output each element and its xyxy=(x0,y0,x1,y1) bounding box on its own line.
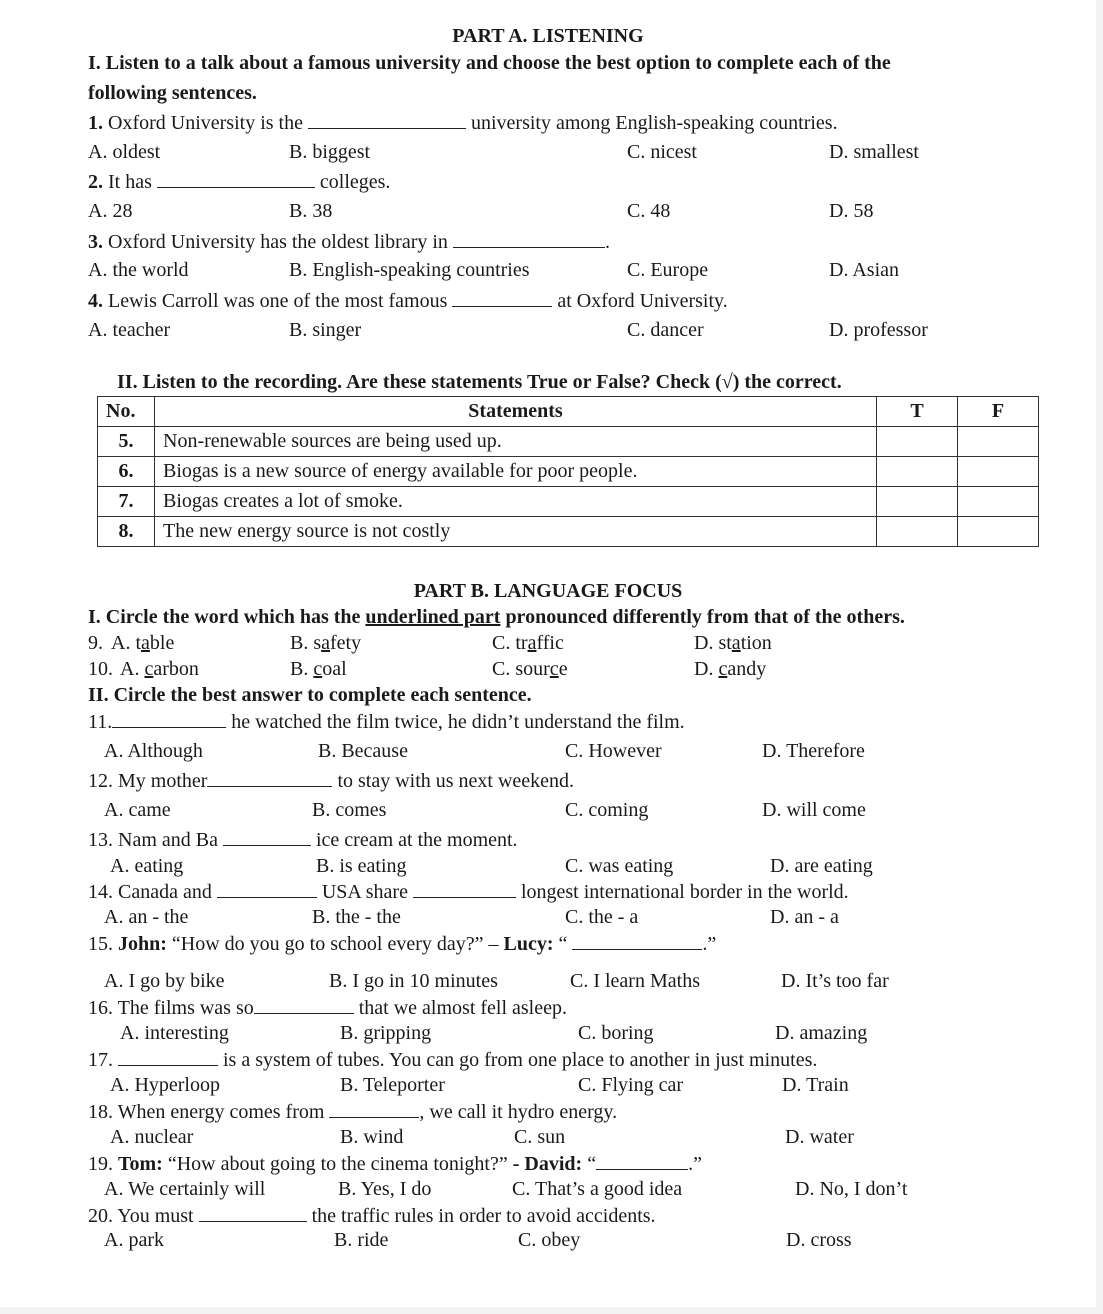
question-11-option-a: A. Although xyxy=(104,740,203,762)
question-1-option-b: B. biggest xyxy=(289,141,371,163)
question-19-option-d: D. No, I don’t xyxy=(795,1178,908,1200)
question-18-stem: 18. When energy comes from , we call it hydro energy. xyxy=(88,1101,618,1123)
question-13-option-b: B. is eating xyxy=(316,855,407,877)
question-17-option-a: A. Hyperloop xyxy=(110,1074,220,1096)
question-9-number: 9. xyxy=(88,632,103,654)
row-statement: Non-renewable sources are being used up. xyxy=(155,427,877,457)
answer-blank xyxy=(596,1151,688,1170)
question-2-option-b: B. 38 xyxy=(289,200,333,222)
question-16-option-d: D. amazing xyxy=(775,1022,868,1044)
table-header-row xyxy=(98,397,1039,427)
answer-blank xyxy=(223,827,311,846)
part-a-title: PART A. LISTENING xyxy=(452,25,644,47)
row-number: 5. xyxy=(98,427,155,457)
question-20-option-b: B. ride xyxy=(334,1229,389,1251)
header-true: T xyxy=(877,397,958,427)
question-12-option-c: C. coming xyxy=(565,799,649,821)
false-checkbox-cell[interactable] xyxy=(958,517,1039,547)
question-1-option-d: D. smallest xyxy=(829,141,919,163)
question-10-option-a: A. carbon xyxy=(120,658,199,680)
question-17-option-b: B. Teleporter xyxy=(340,1074,445,1096)
question-15-stem: 15. John: “How do you go to school every day?” – Lucy: “ .” xyxy=(88,933,717,955)
question-9-option-c: C. traffic xyxy=(492,632,564,654)
question-16-option-c: C. boring xyxy=(578,1022,654,1044)
question-14-stem: 14. Canada and USA share longest international border in the world. xyxy=(88,881,849,903)
question-17-option-c: C. Flying car xyxy=(578,1074,683,1096)
question-10-option-c: C. source xyxy=(492,658,568,680)
question-17-stem: 17. is a system of tubes. You can go from one place to another in just minutes. xyxy=(88,1049,818,1071)
row-statement: The new energy source is not costly xyxy=(155,517,877,547)
part-b-sec1-heading: I. Circle the word which has the underlined part pronounced differently from that of the others. xyxy=(88,606,905,628)
question-1-option-a: A. oldest xyxy=(88,141,161,163)
true-checkbox-cell[interactable] xyxy=(877,427,958,457)
question-16-option-b: B. gripping xyxy=(340,1022,432,1044)
row-number: 6. xyxy=(98,457,155,487)
question-13-option-a: A. eating xyxy=(110,855,184,877)
true-checkbox-cell[interactable] xyxy=(877,457,958,487)
question-15-option-d: D. It’s too far xyxy=(781,970,889,992)
question-20-option-a: A. park xyxy=(104,1229,164,1251)
question-14-option-b: B. the - the xyxy=(312,906,401,928)
row-number: 7. xyxy=(98,487,155,517)
question-2-option-c: C. 48 xyxy=(627,200,671,222)
row-statement: Biogas is a new source of energy available for poor people. xyxy=(155,457,877,487)
answer-blank xyxy=(572,931,702,950)
header-statements: Statements xyxy=(155,397,877,427)
answer-blank xyxy=(199,1203,307,1222)
question-10-option-b: B. coal xyxy=(290,658,347,680)
question-20-stem: 20. You must the traffic rules in order to avoid accidents. xyxy=(88,1205,656,1227)
question-19-stem: 19. Tom: “How about going to the cinema tonight?” - David: “ .” xyxy=(88,1153,702,1175)
question-14-option-a: A. an - the xyxy=(104,906,189,928)
question-4-option-d: D. professor xyxy=(829,319,928,341)
table-row xyxy=(98,517,1039,547)
table-row xyxy=(98,457,1039,487)
question-4-option-a: A. teacher xyxy=(88,319,171,341)
question-15-option-c: C. I learn Maths xyxy=(570,970,700,992)
question-2-option-d: D. 58 xyxy=(829,200,874,222)
question-4-stem: 4. Lewis Carroll was one of the most famous at Oxford University. xyxy=(88,290,728,312)
question-20-option-d: D. cross xyxy=(786,1229,852,1251)
question-18-option-a: A. nuclear xyxy=(110,1126,194,1148)
question-9-option-d: D. station xyxy=(694,632,772,654)
answer-blank xyxy=(308,110,466,129)
question-2-option-a: A. 28 xyxy=(88,200,133,222)
question-18-option-b: B. wind xyxy=(340,1126,404,1148)
header-false: F xyxy=(958,397,1039,427)
part-a-sec1-heading: I. Listen to a talk about a famous university and choose the best option to complete each of the xyxy=(88,52,891,74)
false-checkbox-cell[interactable] xyxy=(958,457,1039,487)
row-statement: Biogas creates a lot of smoke. xyxy=(155,487,877,517)
answer-blank xyxy=(217,879,317,898)
false-checkbox-cell[interactable] xyxy=(958,487,1039,517)
table-row xyxy=(98,427,1039,457)
question-4-option-c: C. dancer xyxy=(627,319,704,341)
question-18-option-c: C. sun xyxy=(514,1126,566,1148)
part-b-sec2-heading: II. Circle the best answer to complete each sentence. xyxy=(88,684,532,706)
question-12-option-b: B. comes xyxy=(312,799,387,821)
true-checkbox-cell[interactable] xyxy=(877,487,958,517)
false-checkbox-cell[interactable] xyxy=(958,427,1039,457)
table-row xyxy=(98,487,1039,517)
question-9-option-a: A. table xyxy=(111,632,175,654)
question-12-option-a: A. came xyxy=(104,799,171,821)
question-15-option-a: A. I go by bike xyxy=(104,970,225,992)
answer-blank xyxy=(453,229,605,248)
question-14-option-d: D. an - a xyxy=(770,906,839,928)
answer-blank xyxy=(207,768,332,787)
answer-blank xyxy=(157,169,315,188)
question-1-option-c: C. nicest xyxy=(627,141,697,163)
question-9-option-b: B. safety xyxy=(290,632,362,654)
question-12-option-d: D. will come xyxy=(762,799,866,821)
question-11-option-c: C. However xyxy=(565,740,662,762)
question-18-option-d: D. water xyxy=(785,1126,854,1148)
question-11-option-b: B. Because xyxy=(318,740,408,762)
part-a-sec1-heading-cont: following sentences. xyxy=(88,82,257,104)
header-no: No. xyxy=(98,397,155,427)
row-number: 8. xyxy=(98,517,155,547)
question-12-stem: 12. My mother to stay with us next weekend. xyxy=(88,770,575,792)
answer-blank xyxy=(112,709,226,728)
part-a-sec2-heading: II. Listen to the recording. Are these statements True or False? Check (√) the correct. xyxy=(117,371,842,393)
answer-blank xyxy=(452,288,552,307)
answer-blank xyxy=(413,879,516,898)
question-13-stem: 13. Nam and Ba ice cream at the moment. xyxy=(88,829,518,851)
question-19-option-b: B. Yes, I do xyxy=(338,1178,432,1200)
question-3-option-c: C. Europe xyxy=(627,259,709,281)
question-10-number: 10. xyxy=(88,658,113,680)
answer-blank xyxy=(254,995,354,1014)
question-1-stem: 1. Oxford University is the university among English-speaking countries. xyxy=(88,112,838,134)
question-20-option-c: C. obey xyxy=(518,1229,581,1251)
question-16-option-a: A. interesting xyxy=(120,1022,229,1044)
answer-blank xyxy=(329,1099,419,1118)
question-16-stem: 16. The films was so that we almost fell asleep. xyxy=(88,997,567,1019)
part-b-title: PART B. LANGUAGE FOCUS xyxy=(413,580,683,602)
question-3-option-b: B. English-speaking countries xyxy=(289,259,530,281)
question-2-stem: 2. It has colleges. xyxy=(88,171,391,193)
question-11-option-d: D. Therefore xyxy=(762,740,865,762)
true-false-table xyxy=(97,396,1039,547)
question-13-option-c: C. was eating xyxy=(565,855,674,877)
question-17-option-d: D. Train xyxy=(782,1074,849,1096)
question-14-option-c: C. the - a xyxy=(565,906,639,928)
question-4-option-b: B. singer xyxy=(289,319,362,341)
true-checkbox-cell[interactable] xyxy=(877,517,958,547)
question-11-stem: 11. he watched the film twice, he didn’t understand the film. xyxy=(88,711,685,733)
question-19-option-a: A. We certainly will xyxy=(104,1178,266,1200)
answer-blank xyxy=(118,1047,218,1066)
question-19-option-c: C. That’s a good idea xyxy=(512,1178,683,1200)
question-15-option-b: B. I go in 10 minutes xyxy=(329,970,498,992)
question-3-option-d: D. Asian xyxy=(829,259,899,281)
question-13-option-d: D. are eating xyxy=(770,855,873,877)
question-10-option-d: D. candy xyxy=(694,658,767,680)
question-3-option-a: A. the world xyxy=(88,259,189,281)
question-3-stem: 3. Oxford University has the oldest library in . xyxy=(88,231,610,253)
